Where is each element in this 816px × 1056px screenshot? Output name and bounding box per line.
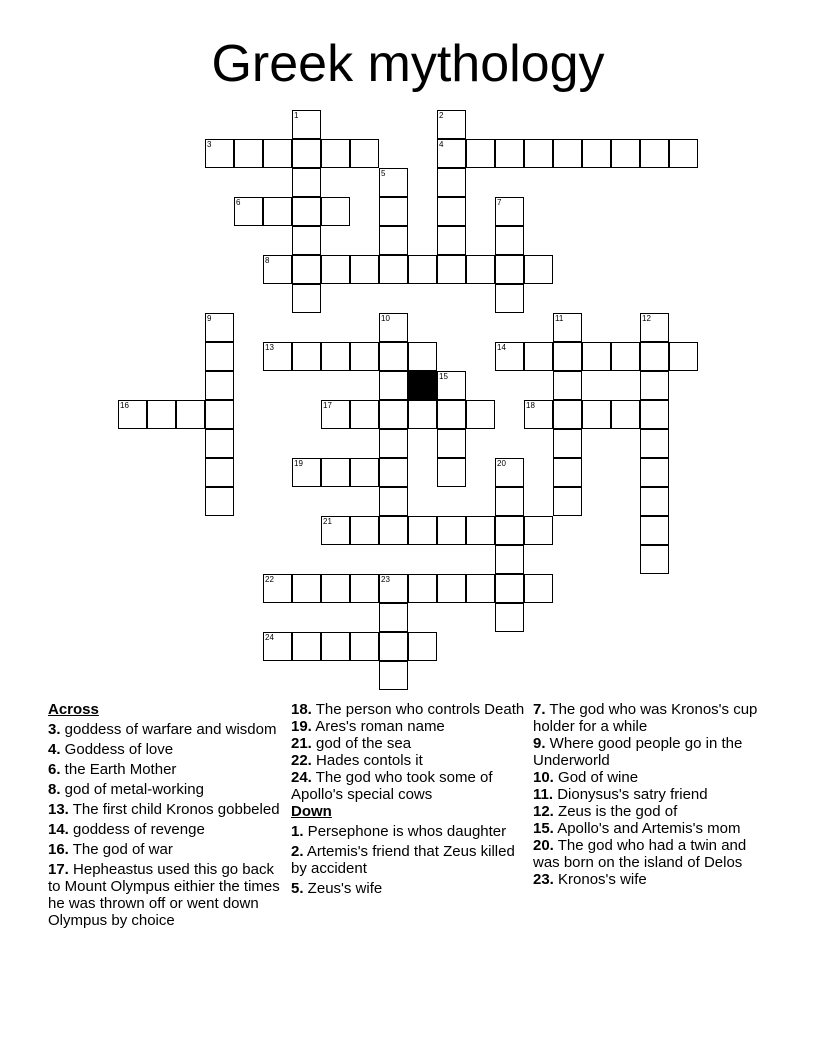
grid-cell[interactable] [350, 400, 379, 429]
grid-cell[interactable] [292, 632, 321, 661]
grid-cell[interactable] [640, 400, 669, 429]
down-clue [533, 803, 771, 820]
grid-cell[interactable] [205, 458, 234, 487]
down-clue [533, 837, 771, 871]
clue-text: Artemis's friend that Zeus killed by accident [291, 843, 515, 877]
clue-number: 16 [120, 401, 129, 410]
grid-cell[interactable] [205, 342, 234, 371]
grid-cell[interactable] [524, 574, 553, 603]
grid-cell[interactable] [379, 197, 408, 226]
grid-cell[interactable] [495, 284, 524, 313]
clue-label: 17. [48, 861, 69, 878]
grid-cell[interactable] [379, 342, 408, 371]
grid-cell[interactable] [379, 632, 408, 661]
grid-cell[interactable] [379, 458, 408, 487]
clue-label: 1. [291, 823, 304, 840]
grid-cell[interactable] [263, 139, 292, 168]
grid-cell[interactable] [379, 603, 408, 632]
clue-number: 14 [497, 343, 506, 352]
grid-cell[interactable] [553, 139, 582, 168]
grid-cell[interactable] [495, 255, 524, 284]
down-clue [533, 820, 771, 837]
grid-cell[interactable] [553, 371, 582, 400]
grid-cell[interactable] [379, 313, 408, 342]
grid-cell[interactable] [292, 197, 321, 226]
clue-text: Hades contols it [311, 752, 423, 769]
grid-cell[interactable] [205, 371, 234, 400]
clue-label: 22. [291, 752, 312, 769]
clue-text: Apollo's and Artemis's mom [553, 820, 741, 837]
across-clue [48, 821, 286, 838]
grid-cell[interactable] [524, 255, 553, 284]
clue-label: 4. [48, 741, 61, 758]
clue-column-2 [291, 701, 529, 900]
grid-cell[interactable] [292, 574, 321, 603]
grid-cell[interactable] [437, 371, 466, 400]
grid-cell[interactable] [640, 139, 669, 168]
grid-cell[interactable] [495, 487, 524, 516]
clue-number: 3 [207, 140, 212, 149]
clue-text: god of the sea [311, 735, 412, 752]
clue-label: 14. [48, 821, 69, 838]
grid-cell[interactable] [263, 574, 292, 603]
clue-label: 18. [291, 701, 312, 718]
grid-cell[interactable] [321, 516, 350, 545]
clue-text: the Earth Mother [60, 761, 177, 778]
clue-number: 13 [265, 343, 274, 352]
grid-cell[interactable] [292, 284, 321, 313]
grid-cell[interactable] [350, 139, 379, 168]
grid-cell[interactable] [466, 574, 495, 603]
clue-number: 7 [497, 198, 502, 207]
across-clue [291, 752, 529, 769]
across-clue [48, 781, 286, 798]
grid-cell[interactable] [292, 168, 321, 197]
grid-cell[interactable] [234, 139, 263, 168]
clue-column-3 [533, 701, 771, 888]
grid-cell[interactable] [553, 487, 582, 516]
grid-cell[interactable] [408, 574, 437, 603]
clue-text: goddess of warfare and wisdom [60, 721, 277, 738]
clue-label: 7. [533, 701, 546, 718]
grid-cell[interactable] [379, 574, 408, 603]
clue-column-1 [48, 701, 286, 932]
down-clue [291, 880, 529, 897]
grid-cell[interactable] [321, 197, 350, 226]
grid-cell[interactable] [437, 168, 466, 197]
grid-cell[interactable] [437, 458, 466, 487]
down-clue [291, 823, 529, 840]
grid-cell[interactable] [495, 516, 524, 545]
grid-cell[interactable] [263, 632, 292, 661]
grid-cell[interactable] [640, 371, 669, 400]
grid-cell[interactable] [292, 342, 321, 371]
across-clue [48, 861, 286, 929]
clue-label: 15. [533, 820, 554, 837]
grid-cell[interactable] [553, 400, 582, 429]
clue-number: 20 [497, 459, 506, 468]
clue-number: 15 [439, 372, 448, 381]
across-clue [291, 718, 529, 735]
grid-cell[interactable] [292, 226, 321, 255]
grid-cell[interactable] [321, 255, 350, 284]
clue-text: Zeus is the god of [553, 803, 678, 820]
clue-label: 12. [533, 803, 554, 820]
grid-cell[interactable] [553, 458, 582, 487]
grid-cell[interactable] [466, 400, 495, 429]
clue-number: 21 [323, 517, 332, 526]
clue-text: The god who was Kronos's cup holder for a while [533, 701, 758, 735]
clue-number: 23 [381, 575, 390, 584]
clue-label: 24. [291, 769, 312, 786]
grid-cell[interactable] [321, 632, 350, 661]
grid-cell[interactable] [379, 487, 408, 516]
grid-cell[interactable] [176, 400, 205, 429]
grid-cell[interactable] [437, 255, 466, 284]
grid-cell[interactable] [640, 458, 669, 487]
clue-text: The person who controls Death [311, 701, 525, 718]
grid-cell[interactable] [495, 226, 524, 255]
clue-text: Zeus's wife [303, 880, 383, 897]
across-clue [48, 801, 286, 818]
down-clue [291, 843, 529, 877]
grid-cell[interactable] [350, 342, 379, 371]
grid-cell[interactable] [553, 429, 582, 458]
clue-text: The god who had a twin and was born on the island of Delos [533, 837, 747, 871]
across-clue [48, 721, 286, 738]
grid-cell[interactable] [205, 313, 234, 342]
grid-cell[interactable] [350, 516, 379, 545]
grid-cell[interactable] [495, 458, 524, 487]
clue-number: 12 [642, 314, 651, 323]
clue-label: 2. [291, 843, 304, 860]
grid-cell[interactable] [640, 313, 669, 342]
grid-cell[interactable] [321, 342, 350, 371]
down-clue [533, 701, 771, 735]
grid-cell[interactable] [379, 168, 408, 197]
grid-cell[interactable] [437, 429, 466, 458]
down-clue [533, 871, 771, 888]
grid-cell[interactable] [611, 342, 640, 371]
clue-label: 9. [533, 735, 546, 752]
clue-number: 22 [265, 575, 274, 584]
grid-cell[interactable] [466, 255, 495, 284]
clue-number: 9 [207, 314, 212, 323]
grid-cell[interactable] [321, 400, 350, 429]
clue-text: Ares's roman name [311, 718, 445, 735]
grid-cell[interactable] [350, 632, 379, 661]
clue-text: God of wine [553, 769, 639, 786]
grid-cell[interactable] [524, 516, 553, 545]
grid-cell[interactable] [292, 255, 321, 284]
clue-text: Persephone is whos daughter [303, 823, 507, 840]
grid-cell[interactable] [292, 110, 321, 139]
grid-cell[interactable] [379, 255, 408, 284]
grid-cell[interactable] [495, 197, 524, 226]
grid-cell[interactable] [437, 226, 466, 255]
clue-text: Where good people go in the Underworld [533, 735, 743, 769]
clue-text: Kronos's wife [553, 871, 647, 888]
grid-cell[interactable] [321, 139, 350, 168]
grid-cell[interactable] [437, 110, 466, 139]
grid-cell[interactable] [379, 516, 408, 545]
grid-cell[interactable] [640, 545, 669, 574]
grid-cell[interactable] [669, 342, 698, 371]
grid-cell[interactable] [379, 661, 408, 690]
grid-cell[interactable] [205, 139, 234, 168]
grid-cell[interactable] [205, 400, 234, 429]
clue-number: 19 [294, 459, 303, 468]
grid-cell[interactable] [379, 371, 408, 400]
clue-label: 13. [48, 801, 69, 818]
down-clue [533, 735, 771, 769]
clue-number: 11 [555, 314, 564, 323]
grid-cell[interactable] [437, 197, 466, 226]
clue-number: 6 [236, 198, 241, 207]
grid-cell[interactable] [611, 400, 640, 429]
grid-cell[interactable] [263, 342, 292, 371]
grid-cell[interactable] [408, 255, 437, 284]
grid-cell[interactable] [640, 342, 669, 371]
grid-cell[interactable] [408, 632, 437, 661]
clue-number: 8 [265, 256, 270, 265]
clue-label: 10. [533, 769, 554, 786]
grid-cell[interactable] [118, 400, 147, 429]
grid-cell[interactable] [495, 574, 524, 603]
grid-cell[interactable] [205, 487, 234, 516]
grid-cell[interactable] [669, 139, 698, 168]
grid-cell[interactable] [611, 139, 640, 168]
grid-cell[interactable] [582, 400, 611, 429]
clue-label: 8. [48, 781, 61, 798]
down-clue [533, 786, 771, 803]
grid-cell[interactable] [321, 458, 350, 487]
grid-cell[interactable] [408, 400, 437, 429]
clue-number: 5 [381, 169, 386, 178]
across-clue [291, 701, 529, 718]
clue-number: 4 [439, 140, 444, 149]
across-clue [48, 761, 286, 778]
puzzle-title: Greek mythology [211, 35, 605, 93]
clue-label: 20. [533, 837, 554, 854]
clue-text: Dionysus's satry friend [553, 786, 708, 803]
grid-cell[interactable] [437, 574, 466, 603]
grid-cell[interactable] [495, 603, 524, 632]
grid-cell[interactable] [437, 139, 466, 168]
grid-cell[interactable] [321, 574, 350, 603]
grid-cell[interactable] [263, 197, 292, 226]
grid-cell[interactable] [640, 429, 669, 458]
grid-cell[interactable] [466, 139, 495, 168]
clue-number: 1 [294, 111, 299, 120]
clue-label: 19. [291, 718, 312, 735]
grid-cell[interactable] [292, 458, 321, 487]
clue-label: 21. [291, 735, 312, 752]
grid-cell[interactable] [495, 139, 524, 168]
grid-cell[interactable] [147, 400, 176, 429]
grid-cell[interactable] [553, 313, 582, 342]
clue-number: 10 [381, 314, 390, 323]
grid-cell[interactable] [495, 342, 524, 371]
grid-cell[interactable] [582, 342, 611, 371]
down-clue [533, 769, 771, 786]
grid-cell[interactable] [437, 400, 466, 429]
across-clue [291, 735, 529, 752]
clue-text: The god who took some of Apollo's special cows [291, 769, 493, 803]
across-heading: Across [48, 701, 99, 718]
clue-text: Goddess of love [60, 741, 174, 758]
clue-number: 18 [526, 401, 535, 410]
across-clue [291, 769, 529, 803]
clue-number: 17 [323, 401, 332, 410]
clue-number: 24 [265, 633, 274, 642]
grid-cell[interactable] [292, 139, 321, 168]
grid-cell[interactable] [640, 516, 669, 545]
black-square [408, 371, 437, 400]
across-clue [48, 741, 286, 758]
clue-label: 11. [533, 786, 554, 803]
grid-cell[interactable] [379, 400, 408, 429]
grid-cell[interactable] [524, 139, 553, 168]
clue-text: goddess of revenge [68, 821, 205, 838]
grid-cell[interactable] [640, 487, 669, 516]
down-heading: Down [291, 803, 332, 820]
grid-cell[interactable] [466, 516, 495, 545]
clue-number: 2 [439, 111, 444, 120]
clue-label: 16. [48, 841, 69, 858]
grid-cell[interactable] [495, 545, 524, 574]
grid-cell[interactable] [379, 429, 408, 458]
clue-text: Hepheastus used this go back to Mount Olympus eithier the times he was thrown off or went down Olympus by choice [48, 861, 280, 929]
grid-cell[interactable] [234, 197, 263, 226]
grid-cell[interactable] [263, 255, 292, 284]
clue-text: The god of war [68, 841, 173, 858]
clue-label: 3. [48, 721, 61, 738]
grid-cell[interactable] [350, 574, 379, 603]
across-clue [48, 841, 286, 858]
grid-cell[interactable] [350, 458, 379, 487]
grid-cell[interactable] [437, 516, 466, 545]
clue-text: The first child Kronos gobbeled [68, 801, 280, 818]
clue-label: 6. [48, 761, 61, 778]
grid-cell[interactable] [408, 342, 437, 371]
grid-cell[interactable] [524, 342, 553, 371]
grid-cell[interactable] [205, 429, 234, 458]
clue-text: god of metal-working [60, 781, 204, 798]
grid-cell[interactable] [582, 139, 611, 168]
grid-cell[interactable] [379, 226, 408, 255]
clue-label: 5. [291, 880, 304, 897]
grid-cell[interactable] [553, 342, 582, 371]
grid-cell[interactable] [350, 255, 379, 284]
clue-label: 23. [533, 871, 554, 888]
grid-cell[interactable] [408, 516, 437, 545]
grid-cell[interactable] [524, 400, 553, 429]
